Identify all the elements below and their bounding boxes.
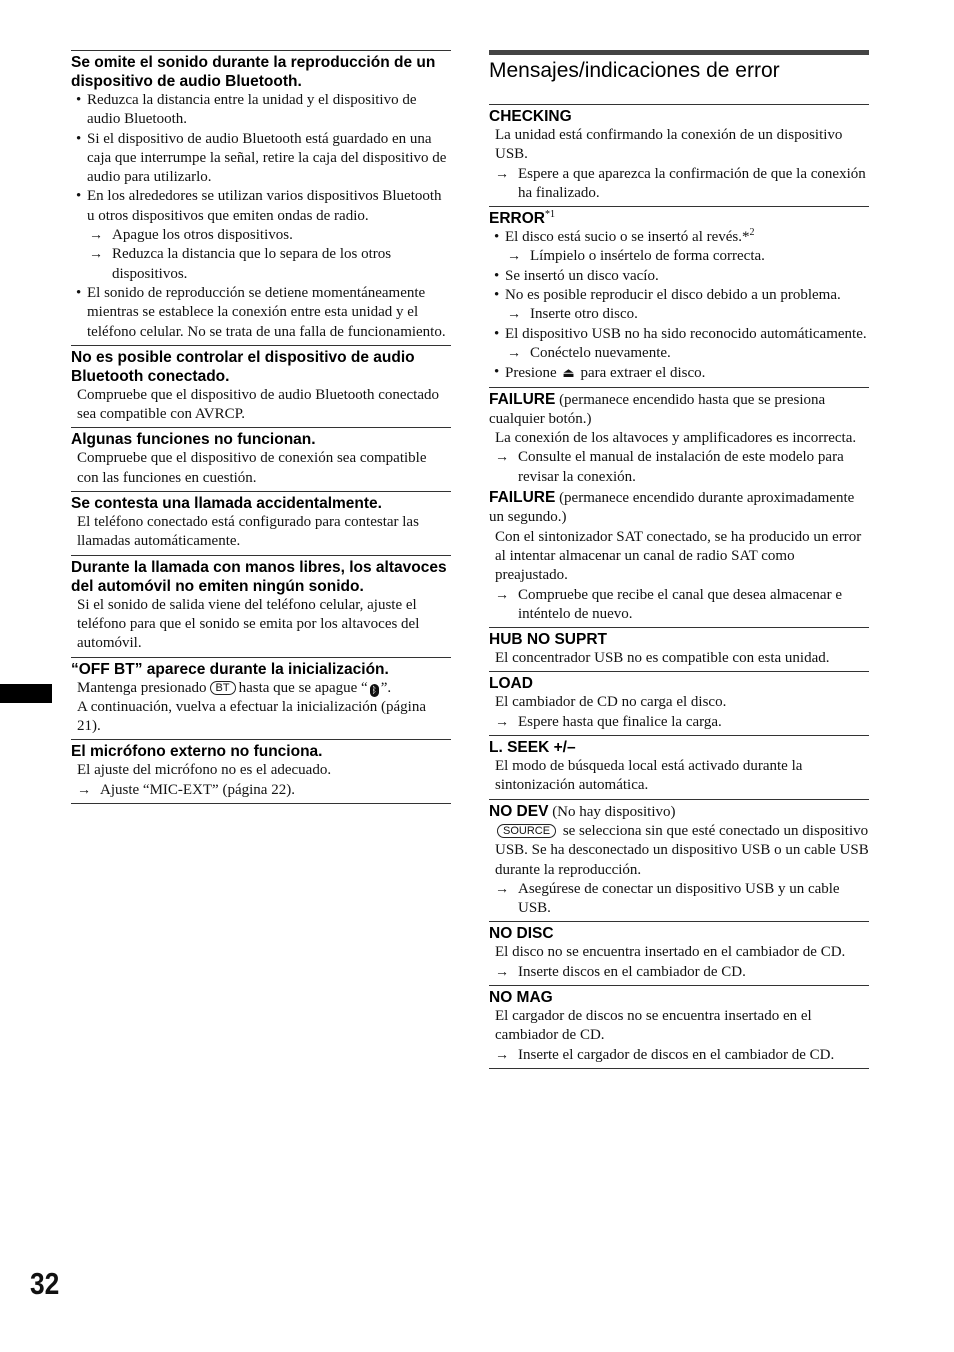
section-heading: Se contesta una llamada accidentalmente. bbox=[71, 495, 382, 513]
paragraph bbox=[71, 679, 451, 698]
section-heading: El micrófono externo no funciona. bbox=[71, 743, 323, 761]
message-header bbox=[489, 802, 869, 822]
paragraph: El ajuste del micrófono no es el adecuado. bbox=[77, 762, 332, 779]
message-code: L. SEEK +/– bbox=[489, 739, 576, 757]
message-code: LOAD bbox=[489, 675, 533, 693]
paragraph: Compruebe que el dispositivo de audio Bluetooth conectado sea compatible con AVRCP. bbox=[77, 386, 440, 423]
bt-button-label: BT bbox=[210, 681, 236, 695]
message-code: NO DISC bbox=[489, 925, 554, 943]
bullet-item: • El dispositivo USB no ha sido reconocido automáticamente. bbox=[489, 325, 869, 344]
section-avrcp bbox=[71, 345, 451, 428]
bullet-item: • En los alrededores se utilizan varios dispositivos Bluetooth u otros dispositivos que emiten ondas de radio. bbox=[71, 187, 451, 226]
bullet-item bbox=[489, 363, 869, 383]
section-functions bbox=[71, 427, 451, 491]
arrow-item: → Ajuste “MIC-EXT” (página 22). bbox=[71, 781, 451, 800]
msg-checking bbox=[489, 104, 869, 206]
message-code: FAILURE bbox=[489, 390, 556, 408]
arrow-item: → Consulte el manual de instalación de este modelo para revisar la conexión. bbox=[489, 448, 869, 487]
footnote-ref: 2 bbox=[749, 227, 755, 239]
footnote-ref: *1 bbox=[544, 209, 555, 221]
arrow-item: → Inserte el cargador de discos en el cambiador de CD. bbox=[489, 1046, 869, 1065]
text: para extraer el disco. bbox=[580, 365, 706, 382]
section-heading: Se omite el sonido durante la reproducción de un dispositivo de audio Bluetooth. bbox=[71, 54, 436, 90]
message-code bbox=[489, 209, 869, 228]
text: Presione bbox=[505, 365, 557, 382]
arrow-item: → Apague los otros dispositivos. bbox=[71, 226, 451, 245]
section-tab-marker bbox=[0, 684, 52, 703]
paragraph: La conexión de los altavoces y amplificadores es incorrecta. bbox=[495, 430, 857, 447]
section-heading: Algunas funciones no funcionan. bbox=[71, 431, 316, 449]
section-off-bt bbox=[71, 657, 451, 740]
message-desc: (No hay dispositivo) bbox=[552, 803, 676, 820]
msg-failure-1 bbox=[489, 387, 869, 628]
paragraph: El teléfono conectado está configurado para contestar las llamadas automáticamente. bbox=[77, 514, 419, 550]
paragraph: El disco no se encuentra insertado en el cambiador de CD. bbox=[495, 944, 846, 961]
text: se selecciona sin que esté conectado un dispositivo USB. Se ha desconectado un dispositivo USB o un cable USB durante la reproducción. bbox=[495, 822, 869, 878]
section-handsfree-sound bbox=[71, 555, 451, 657]
arrow-item: → Compruebe que recibe el canal que desea almacenar e inténtelo de nuevo. bbox=[489, 586, 869, 625]
text: Mantenga presionado bbox=[77, 679, 207, 696]
paragraph: Compruebe que el dispositivo de conexión sea compatible con las funciones en cuestión. bbox=[77, 450, 427, 486]
bluetooth-icon: ᛒ bbox=[371, 684, 377, 695]
arrow-item: → Límpielo o insértelo de forma correcta. bbox=[489, 247, 869, 266]
message-code: NO DEV bbox=[489, 802, 549, 820]
msg-hub-no-suprt bbox=[489, 627, 869, 671]
message-header bbox=[489, 390, 869, 430]
paragraph: Con el sintonizador SAT conectado, se ha producido un error al intentar almacenar un canal de radio SAT como preajustado. bbox=[495, 528, 862, 584]
arrow-item: → Inserte discos en el cambiador de CD. bbox=[489, 963, 869, 982]
bullet-item: • El sonido de reproducción se detiene momentáneamente mientras se establece la conexión entre esta unidad y el teléfono celular. No se trata de una falla de funcionamiento. bbox=[71, 284, 451, 342]
arrow-item: → Espere hasta que finalice la carga. bbox=[489, 713, 869, 732]
paragraph bbox=[489, 822, 869, 880]
bullet-item bbox=[489, 228, 869, 247]
msg-no-disc bbox=[489, 921, 869, 985]
paragraph: A continuación, vuelva a efectuar la inicialización (página 21). bbox=[77, 698, 427, 735]
arrow-item: → Conéctelo nuevamente. bbox=[489, 344, 869, 363]
arrow-item: → Asegúrese de conectar un dispositivo USB y un cable USB. bbox=[489, 880, 869, 919]
msg-load bbox=[489, 671, 869, 735]
text: ”. bbox=[380, 679, 392, 696]
paragraph: El cambiador de CD no carga el disco. bbox=[495, 694, 727, 711]
message-code: NO MAG bbox=[489, 988, 553, 1006]
code-text: ERROR bbox=[489, 210, 545, 228]
bullet-item: • Se insertó un disco vacío. bbox=[489, 267, 869, 286]
paragraph: El cargador de discos no se encuentra insertado en el cambiador de CD. bbox=[495, 1007, 812, 1044]
text: hasta que se apague “ bbox=[238, 679, 368, 696]
arrow-item: → Espere a que aparezca la confirmación de que la conexión ha finalizado. bbox=[489, 165, 869, 204]
source-button-label: SOURCE bbox=[497, 824, 556, 838]
bullet-item: • Si el dispositivo de audio Bluetooth está guardado en una caja que interrumpe la señal, retire la caja del dispositivo de audio para utilizarlo. bbox=[71, 130, 451, 188]
message-code: FAILURE bbox=[489, 489, 556, 507]
eject-icon: ⏏ bbox=[562, 365, 575, 381]
message-desc: (permanece encendido durante aproximadamente un segundo.) bbox=[489, 490, 855, 526]
message-code: HUB NO SUPRT bbox=[489, 631, 607, 649]
paragraph: La unidad está confirmando la conexión de un dispositivo USB. bbox=[495, 127, 843, 163]
msg-l-seek bbox=[489, 735, 869, 799]
left-column bbox=[71, 50, 451, 804]
title-rule bbox=[489, 50, 869, 55]
message-desc: (permanece encendido hasta que se presiona cualquier botón.) bbox=[489, 391, 826, 427]
arrow-item: → Reduzca la distancia que lo separa de los otros dispositivos. bbox=[71, 245, 451, 284]
msg-no-dev bbox=[489, 799, 869, 922]
page-number: 32 bbox=[30, 1266, 60, 1301]
page-title: Mensajes/indicaciones de error bbox=[489, 59, 780, 82]
section-heading: “OFF BT” aparece durante la inicialización. bbox=[71, 660, 389, 678]
message-header bbox=[489, 488, 869, 528]
paragraph: Si el sonido de salida viene del teléfono celular, ajuste el teléfono para que el sonido se emita por los altavoces del automóvil. bbox=[77, 596, 420, 652]
arrow-item: → Inserte otro disco. bbox=[489, 305, 869, 324]
bullet-item: • No es posible reproducir el disco debido a un problema. bbox=[489, 286, 869, 305]
section-external-mic bbox=[71, 739, 451, 804]
msg-error bbox=[489, 206, 869, 386]
section-heading: No es posible controlar el dispositivo de audio Bluetooth conectado. bbox=[71, 348, 415, 385]
section-bt-audio-skips bbox=[71, 50, 451, 345]
right-column bbox=[489, 104, 869, 1069]
paragraph: El concentrador USB no es compatible con esta unidad. bbox=[495, 650, 830, 667]
msg-no-mag bbox=[489, 985, 869, 1069]
text: El disco está sucio o se insertó al revés.* bbox=[505, 229, 750, 246]
message-code: CHECKING bbox=[489, 108, 572, 125]
paragraph: El modo de búsqueda local está activado durante la sintonización automática. bbox=[495, 758, 803, 794]
bullet-item: • Reduzca la distancia entre la unidad y el dispositivo de audio Bluetooth. bbox=[71, 91, 451, 130]
section-auto-answer bbox=[71, 491, 451, 555]
section-heading: Durante la llamada con manos libres, los altavoces del automóvil no emiten ningún sonido. bbox=[71, 558, 447, 595]
